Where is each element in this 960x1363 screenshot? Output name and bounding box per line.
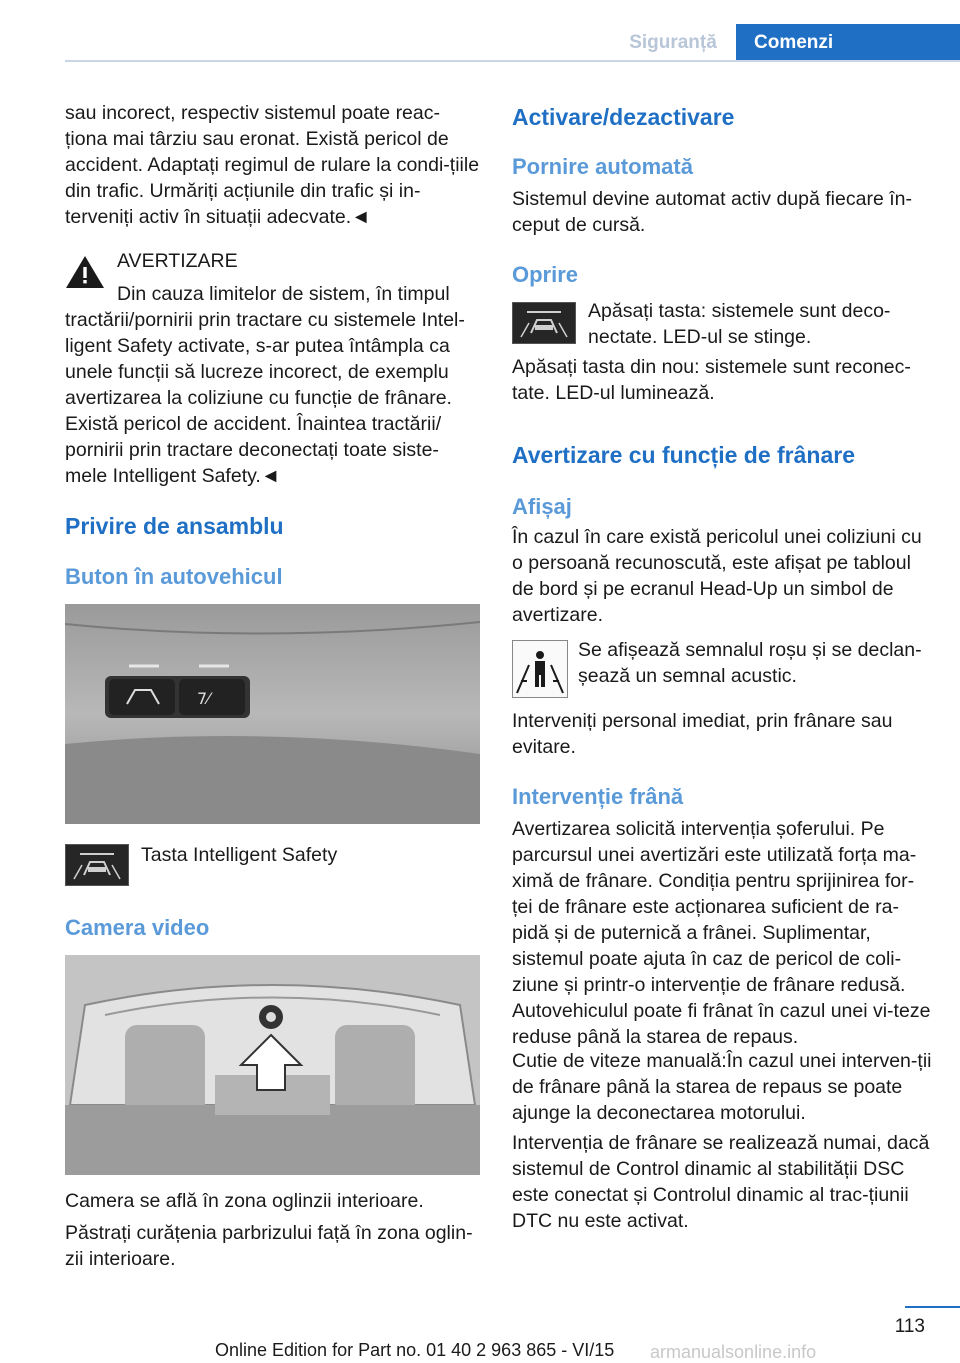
footer-divider [905,1306,960,1308]
warning-label: AVERTIZARE [117,250,238,272]
header-divider [65,60,960,62]
warning-triangle-icon [65,254,105,290]
camera-clean-text: Păstrați curățenia parbrizului față în zona oglin-zii interioare. [65,1222,473,1270]
pedestrian-warning-icon [512,640,568,698]
page-number: 113 [894,1316,925,1337]
watermark: armanualsonline.info [650,1342,817,1362]
tab-siguranta[interactable]: Siguranță [629,32,717,53]
tab-comenzi[interactable]: Comenzi [736,24,960,62]
brake-text-1: Avertizarea solicită intervenția șoferului. Pe parcursul unei avertizări este utilizată forța ma-ximă de frânare. Condiția pentru sprijinirea for-ței de frânare este acționarea suficient de ra-pidă și de puternică a frânei. Suplimentar, sistemul poate ajuta în caz de pericol de coli-ziune și printr-o intervenție de frânare redusă. Autovehiculul poate fi frânat în cazul unei vi-teze reduse până la starea de repaus. [512,818,931,1048]
intelligent-safety-button-icon [65,844,129,886]
heading-camera: Camera video [65,915,210,940]
stop-text: Apăsați tasta din nou: sistemele sunt reconec-tate. LED-ul luminează. [512,356,911,404]
heading-overview: Privire de ansamblu [65,513,284,539]
heading-stop: Oprire [512,262,579,287]
camera-photo [65,955,480,1175]
display-text: În cazul în care există pericolul unei coliziuni cu o persoană recunoscută, este afișat pe tabloul de bord și pe ecranul Head-Up un simbol de avertizare. [512,526,922,626]
caption-button: Tasta Intelligent Safety [141,844,338,866]
brake-text-2: Cutie de viteze manuală:În cazul unei interven-ții de frânare până la starea de repaus se poate ajunge la deconectarea motorului. [512,1050,932,1124]
heading-button: Buton în autovehicul [65,564,283,589]
camera-location-text: Camera se află în zona oglinzii interioare. [65,1190,424,1212]
heading-auto-start: Pornire automată [512,154,693,179]
heading-display: Afișaj [512,494,572,519]
warning-text: tractării/pornirii prin tractare cu sistemele Intel-ligent Safety activate, s-ar putea întâmpla ca unele funcții să lucreze incorect, de exemplu avertizarea la coliziune cu funcție de frânare. Există pericol de accident. Înaintea tractării/ pornirii prin tractare deconectați toate siste-mele Intelligent Safety.◄ [65,309,465,487]
svg-text:7⁄: 7⁄ [197,689,210,708]
stop-icon-text: Apăsați tasta: sistemele sunt deco-nectate. LED-ul se stinge. [588,300,891,348]
warning-text-lead: Din cauza limitelor de sistem, în timpul [117,283,450,305]
intervene-text: Interveniți personal imediat, prin frânare sau evitare. [512,710,893,758]
button-panel-photo [65,604,480,824]
brake-text-3: Intervenția de frânare se realizează numai, dacă sistemul de Control dinamic al stabilității DSC este conectat și Controlul dinamic al trac-țiunii DTC nu este activat. [512,1132,930,1232]
edition-line: Online Edition for Part no. 01 40 2 963 865 - VI/15 [215,1340,615,1360]
heading-activation: Activare/dezactivare [512,104,735,130]
heading-brake-warning: Avertizare cu funcție de frânare [512,442,855,468]
display-icon-text: Se afișează semnalul roșu și se declan-șează un semnal acustic. [578,639,922,687]
auto-start-text: Sistemul devine automat activ după fiecare în-ceput de cursă. [512,188,912,236]
heading-brake-intervention: Intervenție frână [512,784,684,809]
intelligent-safety-button-icon-2 [512,302,576,344]
intro-paragraph: sau incorect, respectiv sistemul poate reac-ționa mai târziu sau eronat. Există pericol de accident. Adaptați regimul de rulare la condi-țiile din trafic. Urmăriți acțiunile din trafic și in-terveniți activ în situații adecvate.◄ [65,102,480,228]
